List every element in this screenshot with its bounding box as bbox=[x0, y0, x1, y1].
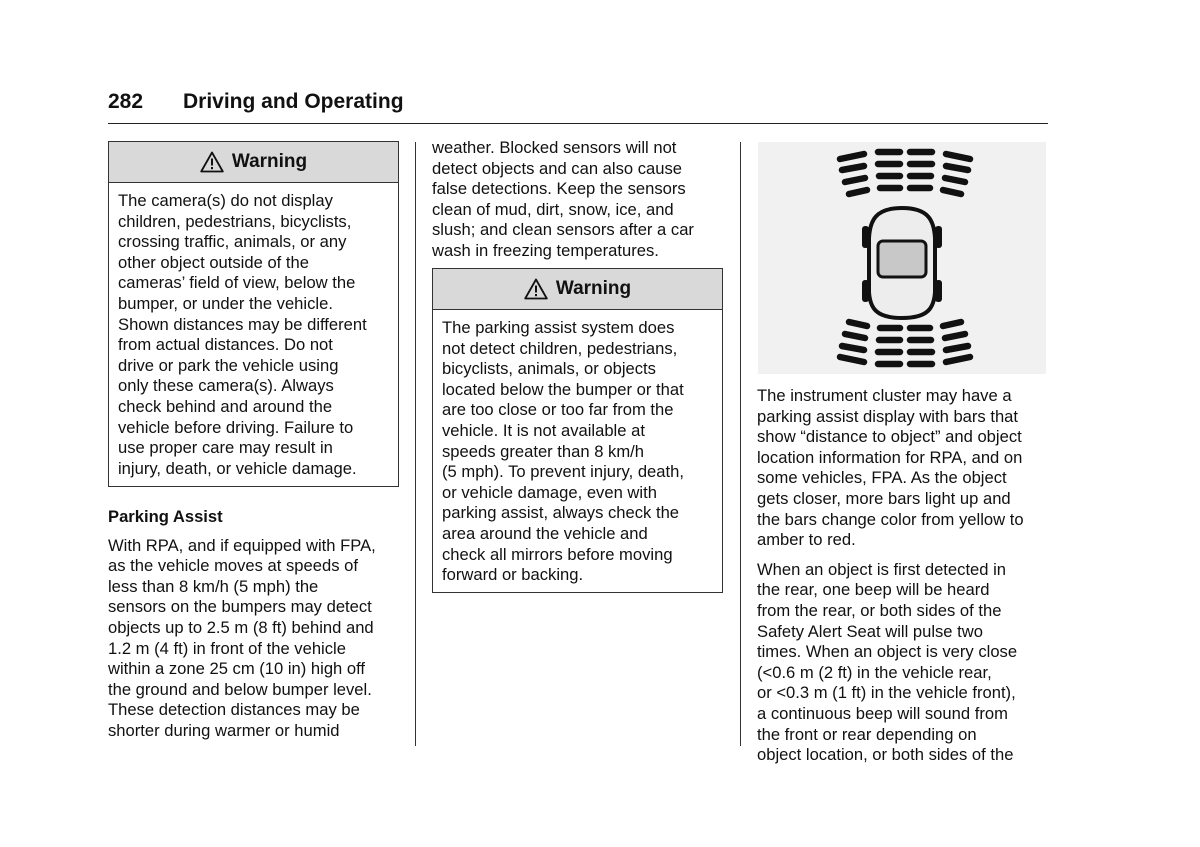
warning-text-line: bicyclists, animals, or objects bbox=[442, 359, 656, 379]
paragraph-parking-assist bbox=[108, 536, 408, 742]
warning-text-line: or vehicle damage, even with bbox=[442, 482, 657, 502]
column-divider-1 bbox=[415, 142, 416, 746]
paragraph-line: gets closer, more bars light up and bbox=[757, 488, 1011, 508]
section-title: Driving and Operating bbox=[183, 90, 404, 113]
paragraph-line: wash in freezing temperatures. bbox=[432, 240, 659, 260]
warning-text bbox=[433, 310, 722, 586]
paragraph-first-detected bbox=[757, 560, 1052, 766]
paragraph-line: With RPA, and if equipped with FPA, bbox=[108, 535, 376, 555]
column-3-text bbox=[757, 386, 1052, 766]
warning-text-line: crossing traffic, animals, or any bbox=[118, 232, 347, 252]
rear-sensor-bars bbox=[840, 322, 970, 364]
paragraph-line: from the rear, or both sides of the bbox=[757, 600, 1002, 620]
paragraph-line: Safety Alert Seat will pulse two bbox=[757, 621, 983, 641]
warning-text-line: children, pedestrians, bicyclists, bbox=[118, 211, 352, 231]
warning-text-line: check all mirrors before moving bbox=[442, 544, 673, 564]
column-1-text bbox=[108, 507, 408, 742]
paragraph-line: parking assist display with bars that bbox=[757, 406, 1019, 426]
paragraph-line: amber to red. bbox=[757, 530, 856, 550]
paragraph-line: location information for RPA, and on bbox=[757, 447, 1023, 467]
paragraph-line: as the vehicle moves at speeds of bbox=[108, 556, 358, 576]
warning-text-line: other object outside of the bbox=[118, 252, 309, 272]
warning-text-line: only these camera(s). Always bbox=[118, 376, 334, 396]
warning-text bbox=[109, 183, 398, 479]
warning-header bbox=[109, 142, 398, 183]
warning-text-line: drive or park the vehicle using bbox=[118, 355, 339, 375]
warning-box-parking-assist bbox=[432, 268, 723, 593]
paragraph-line: slush; and clean sensors after a car bbox=[432, 220, 694, 240]
warning-text-line: (5 mph). To prevent injury, death, bbox=[442, 462, 684, 482]
paragraph-line: shorter during warmer or humid bbox=[108, 720, 340, 740]
page-number: 282 bbox=[108, 90, 144, 113]
paragraph-line: 1.2 m (4 ft) in front of the vehicle bbox=[108, 638, 346, 658]
warning-text-line: check behind and around the bbox=[118, 396, 333, 416]
warning-text-line: not detect children, pedestrians, bbox=[442, 338, 678, 358]
paragraph-line: false detections. Keep the sensors bbox=[432, 179, 686, 199]
paragraph-line: the bars change color from yellow to bbox=[757, 509, 1024, 529]
warning-text-line: forward or backing. bbox=[442, 565, 584, 585]
paragraph-line: detect objects and can also cause bbox=[432, 158, 682, 178]
paragraph-line: (<0.6 m (2 ft) in the vehicle rear, bbox=[757, 662, 992, 682]
warning-triangle-icon bbox=[524, 278, 548, 300]
subheading-parking-assist: Parking Assist bbox=[108, 507, 223, 526]
warning-text-line: are too close or too far from the bbox=[442, 400, 674, 420]
paragraph-line: or <0.3 m (1 ft) in the vehicle front), bbox=[757, 683, 1016, 703]
warning-title: Warning bbox=[231, 151, 308, 172]
paragraph-line: object location, or both sides of the bbox=[757, 745, 1014, 765]
paragraph-instrument-cluster bbox=[757, 386, 1052, 551]
warning-title: Warning bbox=[555, 278, 632, 299]
warning-text-line: vehicle before driving. Failure to bbox=[118, 417, 354, 437]
warning-text-line: vehicle. It is not available at bbox=[442, 420, 645, 440]
warning-text-line: parking assist, always check the bbox=[442, 503, 680, 523]
paragraph-line: weather. Blocked sensors will not bbox=[432, 138, 677, 157]
paragraph-line: When an object is first detected in bbox=[757, 559, 1007, 579]
column-divider-2 bbox=[740, 142, 741, 746]
parking-assist-display-figure bbox=[758, 142, 1046, 374]
car-top-view-icon bbox=[862, 208, 942, 318]
warning-text-line: The parking assist system does bbox=[442, 318, 675, 337]
warning-text-line: area around the vehicle and bbox=[442, 523, 648, 543]
paragraph-line: objects up to 2.5 m (8 ft) behind and bbox=[108, 617, 374, 637]
warning-triangle-icon bbox=[200, 151, 224, 173]
paragraph-line: These detection distances may be bbox=[108, 700, 360, 720]
warning-text-line: located below the bumper or that bbox=[442, 379, 684, 399]
paragraph-blocked-sensors bbox=[432, 138, 732, 262]
parking-assist-diagram bbox=[758, 142, 1046, 374]
warning-text-line: speeds greater than 8 km/h bbox=[442, 441, 645, 461]
paragraph-line: the ground and below bumper level. bbox=[108, 679, 372, 699]
warning-text-line: cameras’ field of view, below the bbox=[118, 273, 356, 293]
paragraph-line: sensors on the bumpers may detect bbox=[108, 597, 372, 617]
front-sensor-bars bbox=[840, 152, 970, 194]
paragraph-line: some vehicles, FPA. As the object bbox=[757, 468, 1007, 488]
warning-text-line: Shown distances may be different bbox=[118, 314, 367, 334]
paragraph-line: the front or rear depending on bbox=[757, 724, 977, 744]
warning-text-line: use proper care may result in bbox=[118, 438, 333, 458]
warning-text-line: from actual distances. Do not bbox=[118, 335, 333, 355]
header-divider bbox=[108, 123, 1048, 124]
paragraph-line: clean of mud, dirt, snow, ice, and bbox=[432, 199, 674, 219]
page-header bbox=[108, 90, 1048, 122]
paragraph-line: less than 8 km/h (5 mph) the bbox=[108, 576, 319, 596]
warning-box-camera bbox=[108, 141, 399, 487]
paragraph-line: show “distance to object” and object bbox=[757, 427, 1022, 447]
warning-text-line: injury, death, or vehicle damage. bbox=[118, 458, 357, 478]
warning-text-line: The camera(s) do not display bbox=[118, 191, 333, 210]
paragraph-line: the rear, one beep will be heard bbox=[757, 580, 990, 600]
warning-header bbox=[433, 269, 722, 310]
paragraph-line: within a zone 25 cm (10 in) high off bbox=[108, 659, 366, 679]
warning-text-line: bumper, or under the vehicle. bbox=[118, 293, 333, 313]
paragraph-line: times. When an object is very close bbox=[757, 642, 1018, 662]
paragraph-line: The instrument cluster may have a bbox=[757, 386, 1012, 405]
paragraph-line: a continuous beep will sound from bbox=[757, 703, 1008, 723]
